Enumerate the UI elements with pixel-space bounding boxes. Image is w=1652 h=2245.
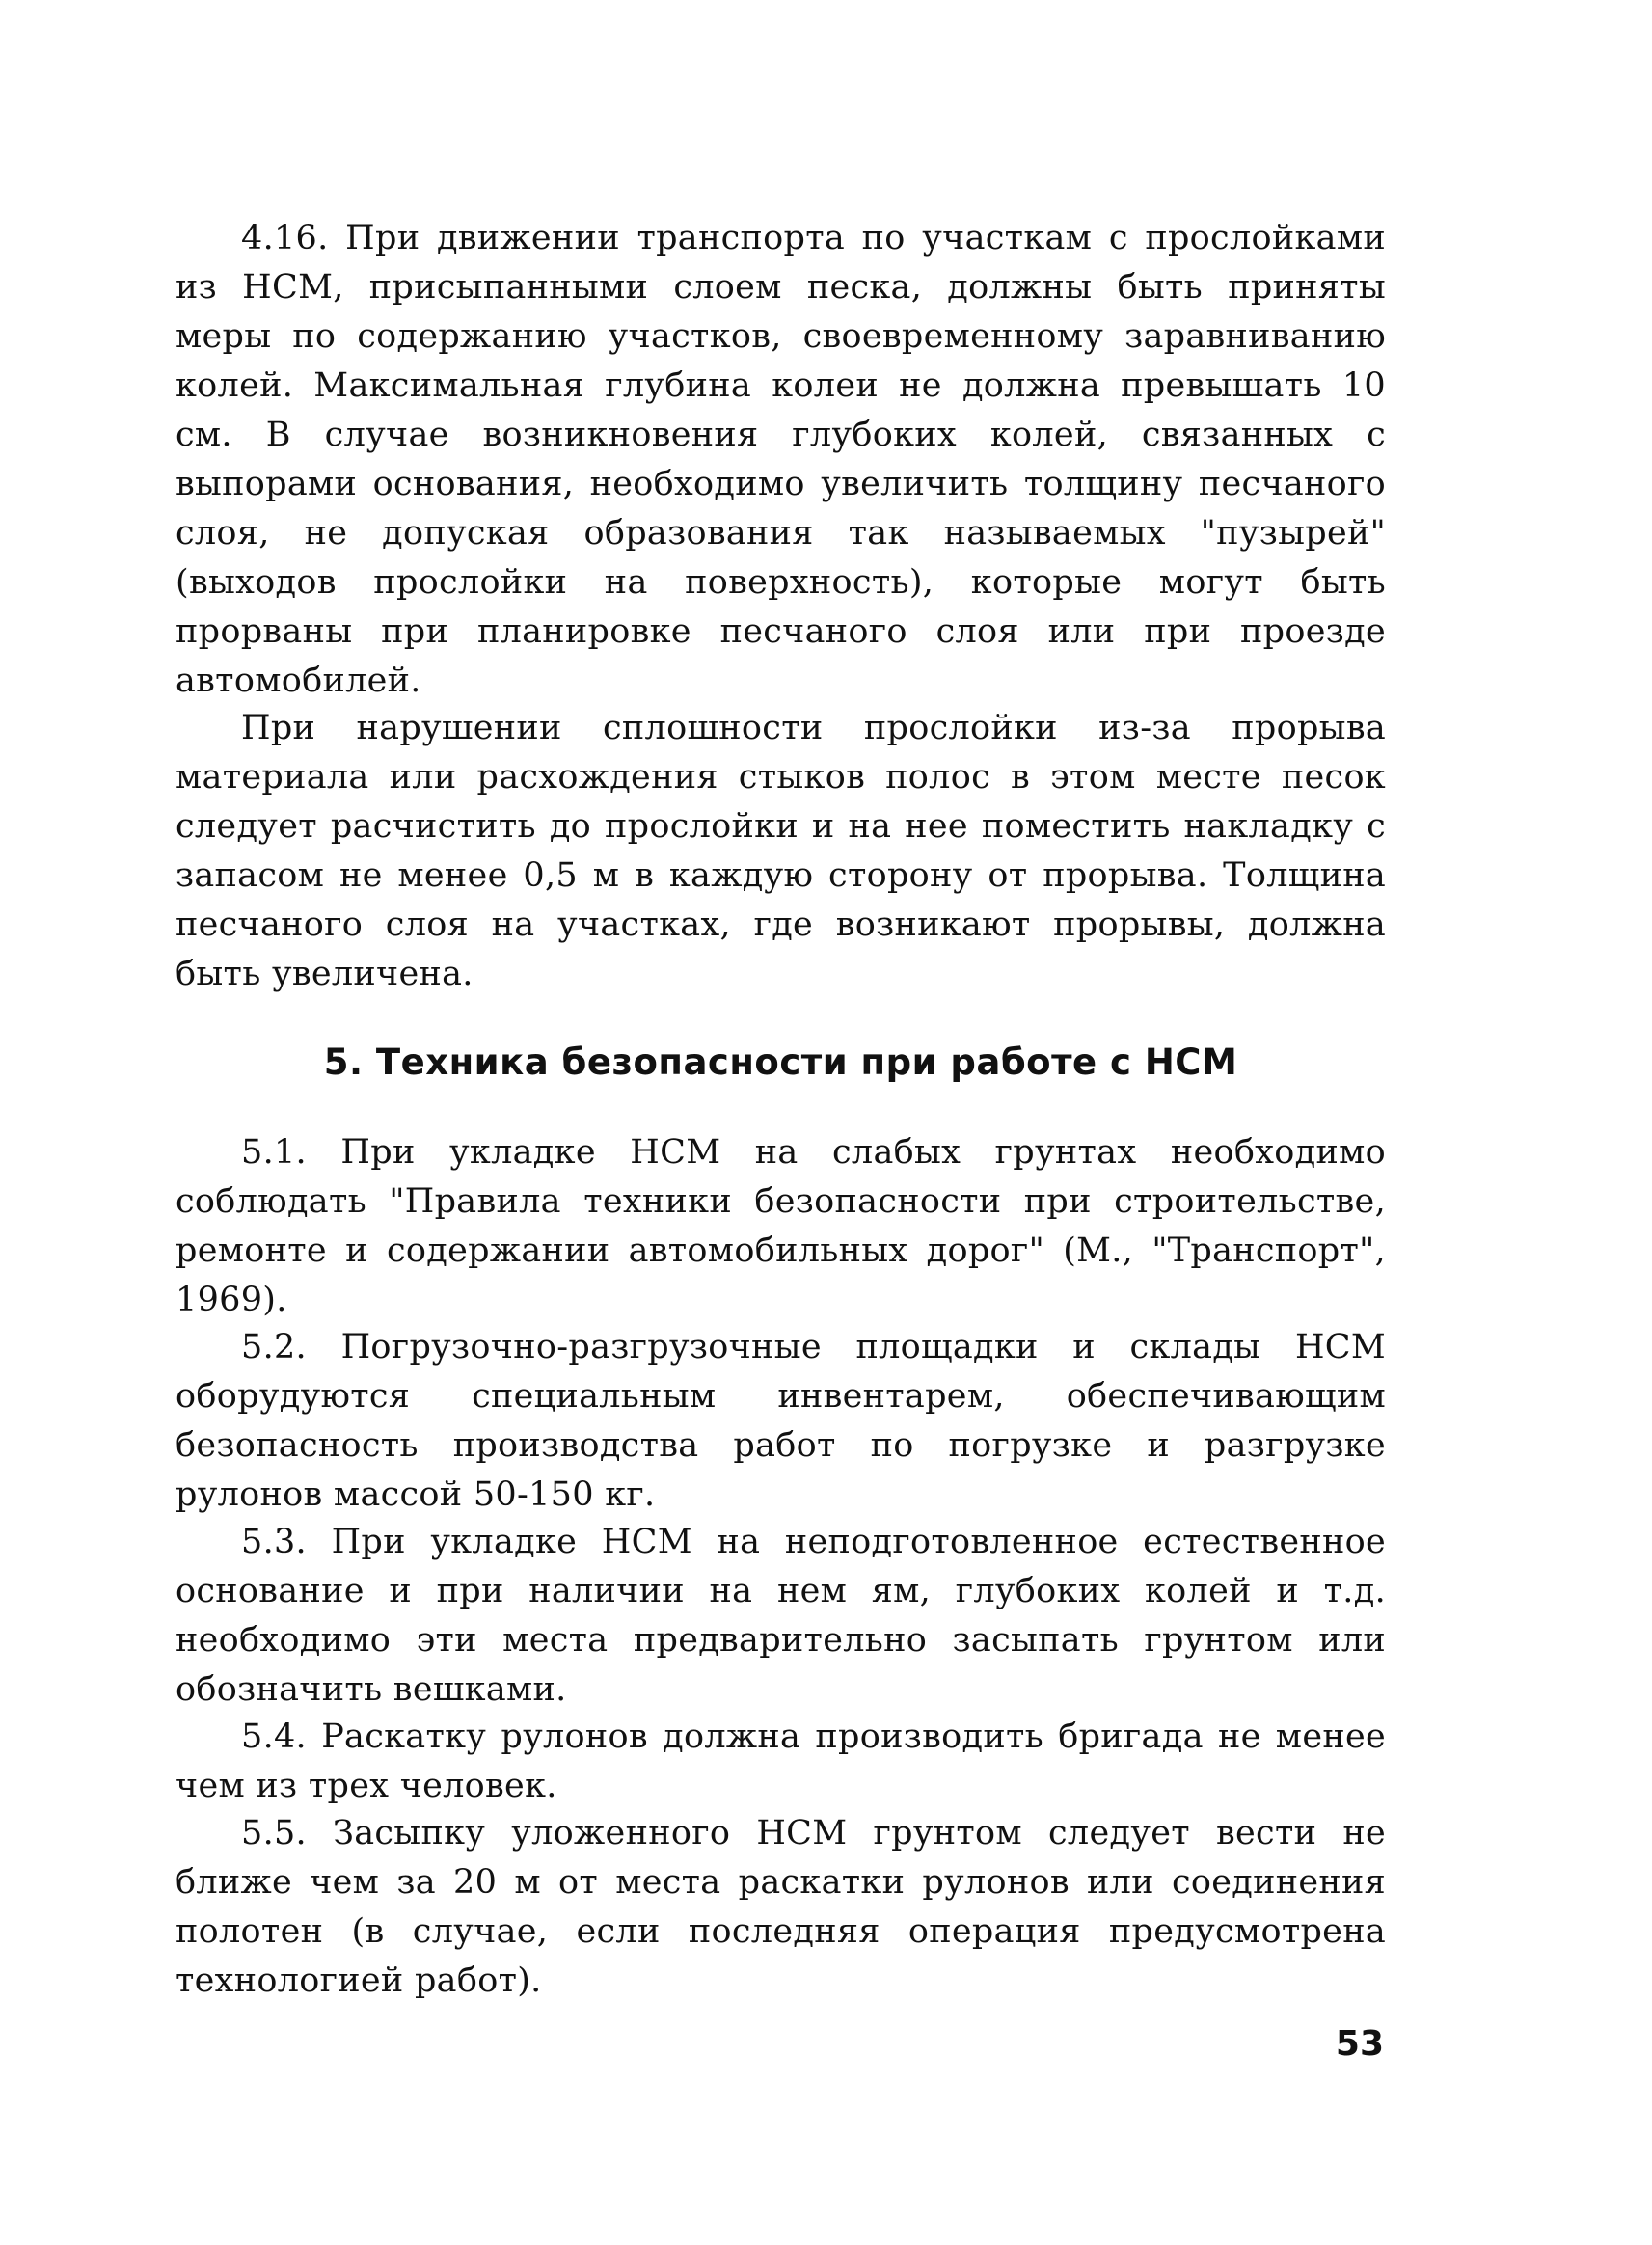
page-number: 53 [1335, 2024, 1384, 2064]
paragraph-layer-break: При нарушении сплошности прослойки из-за прорыва материала или расхождения стыков полос в этом месте песок следует расчистить до прослойки и на нее поместить накладку с запасом не менее 0,5 м в каждую сторону от прорыва. Толщина песчаного слоя на участках, где возникают прорывы, должна быть увеличена. [176, 709, 1386, 993]
paragraph-5-4: 5.4. Раскатку рулонов должна производить бригада не менее чем из трех человек. [176, 1718, 1386, 1805]
paragraph-4-16: 4.16. При движении транспорта по участкам с прослойками из НСМ, присыпанными слоем песка, должны быть приняты меры по содержанию участков, своевременному заравниванию колей. Максимальная глубина колеи не должна превышать 10 см. В случае возникновения глубоких колей, связанных с выпорами основания, необходимо увеличить толщину песчаного слоя, не допуская образования так называемых "пузырей" (выходов прослойки на поверхность), которые могут быть прорваны при планировке песчаного слоя или при проезде автомобилей. [176, 219, 1386, 700]
paragraph-5-5: 5.5. Засыпку уложенного НСМ грунтом следует вести не ближе чем за 20 м от места раскатки рулонов или соединения полотен (в случае, если последняя операция предусмотрена технологией работ). [176, 1814, 1386, 2000]
paragraph-5-2: 5.2. Погрузочно-разгрузочные площадки и склады НСМ оборудуются специальным инвентарем, обеспечивающим безопасность производства работ по погрузке и разгрузке рулонов массой 50-150 кг. [176, 1328, 1386, 1514]
paragraph-5-1: 5.1. При укладке НСМ на слабых грунтах необходимо соблюдать "Правила техники безопасности при строительстве, ремонте и содержании автомобильных дорог" (М., "Транспорт", 1969). [176, 1133, 1386, 1319]
paragraph-5-3: 5.3. При укладке НСМ на неподготовленное естественное основание и при наличии на нем ям, глубоких колей и т.д. необходимо эти места предварительно засыпать грунтом или обозначить вешками. [176, 1523, 1386, 1709]
section-heading: 5. Техника безопасности при работе с НСМ [323, 1041, 1238, 1083]
